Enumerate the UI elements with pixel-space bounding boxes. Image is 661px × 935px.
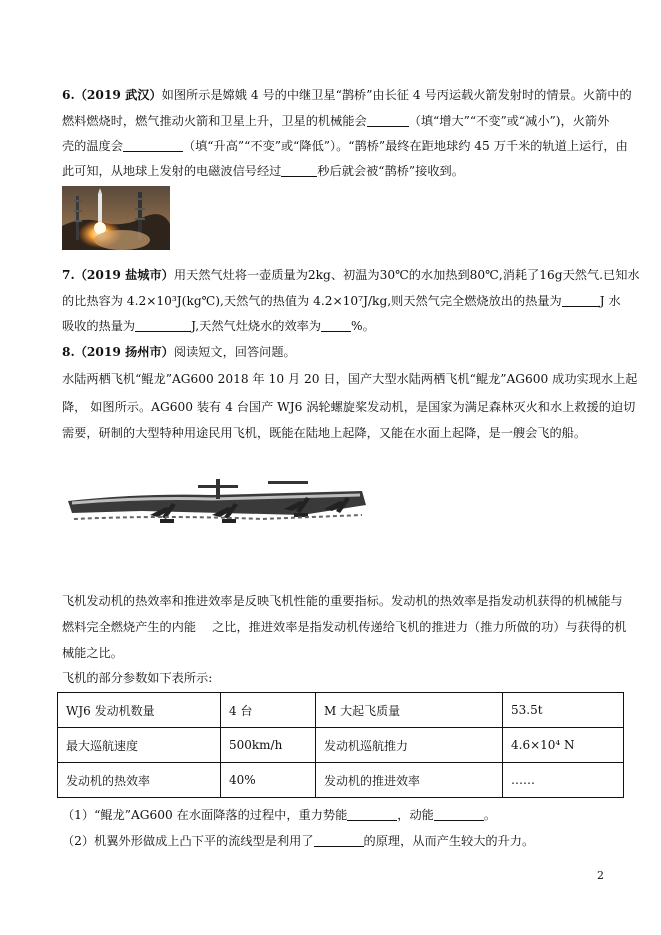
table-cell: 4 台 [221, 693, 316, 728]
table-cell: 发动机的热效率 [58, 763, 221, 798]
q7-number: 7. [62, 268, 75, 282]
q8-para1-line-2: 降， 如图所示。AG600 装有 4 台国产 WJ6 涡轮螺旋桨发动机，是国家为满足森林灭火和水上救援的迫切 [62, 400, 636, 414]
q6-line-2b: （填“增大”“不变”或“减小”)，火箭外 [408, 114, 610, 128]
table-row [58, 728, 624, 763]
q7-blank-1[interactable] [562, 294, 600, 307]
aircraft-parameters-table [57, 692, 624, 798]
q7-line-2a: 的比热容为 4.2×10³J(kg℃),天然气的热值为 4.2×10⁷J/kg,则天然气完全燃烧放出的热量为 [62, 294, 562, 308]
table-cell: 53.5t [503, 693, 624, 728]
q7-line-1 [62, 266, 640, 284]
q7-source: （2019 盐城市） [74, 268, 174, 282]
q8-text: 阅读短文，回答问题。 [173, 345, 296, 359]
table-cell: 4.6×10⁴ N [503, 728, 624, 763]
table-cell: 最大巡航速度 [58, 728, 221, 763]
q6-line-2a: 燃料燃烧时，燃气推动火箭和卫星上升，卫星的机械能会 [62, 114, 367, 128]
table-cell: WJ6 发动机数量 [58, 693, 221, 728]
q8-table-intro: 飞机的部分参数如下表所示: [62, 671, 213, 685]
q7-line-2 [62, 292, 621, 310]
q8-para2-line-2: 燃料完全燃烧产生的内能 之比，推进效率是指发动机传递给飞机的推进力（推力所做的功）与获得的机 [62, 620, 627, 634]
q8-para1-line-3: 需要，研制的大型特种用途民用飞机，既能在陆地上起降，又能在水面上起降，是一艘会飞的船。 [62, 426, 587, 440]
q7-blank-2[interactable] [135, 319, 191, 332]
q8-sub-2 [62, 832, 534, 850]
q6-line-1 [62, 86, 632, 104]
table-cell: M 大起飞质量 [316, 693, 503, 728]
q6-blank-3[interactable] [281, 164, 317, 177]
q6-line-4b: 秒后就会被“鹊桥”接收到。 [317, 164, 464, 178]
q8-sub1-blank-1[interactable] [347, 808, 397, 821]
q7-line-3 [62, 317, 375, 335]
table-row [58, 693, 624, 728]
q6-blank-2[interactable] [123, 139, 183, 152]
q6-number: 6. [62, 88, 75, 102]
q6-text: 如图所示是嫦娥 4 号的中继卫星“鹊桥”由长征 4 号丙运载火箭发射时的情景。火箭中的 [161, 88, 632, 102]
q8-para1-line-1: 水陆两栖飞机“鲲龙”AG600 2018 年 10 月 20 日，国产大型水陆两栖飞机“鲲龙”AG600 成功实现水上起 [62, 372, 638, 386]
q6-line-4a: 此可知，从地球上发射的电磁波信号经过 [62, 164, 282, 178]
q6-line-4 [62, 162, 464, 180]
q6-blank-1[interactable] [367, 114, 409, 127]
q8-sub-1b: ，动能 [397, 808, 434, 822]
q8-para2-line-1: 飞机发动机的热效率和推进效率是反映飞机性能的重要指标。发动机的热效率是指发动机获得的机械能与 [62, 594, 623, 608]
amphibious-plane-image [62, 475, 367, 540]
q8-sub-1c: 。 [483, 808, 497, 822]
table-cell: …… [503, 763, 624, 798]
q6-line-3 [62, 137, 628, 155]
q8-number: 8. [62, 345, 75, 359]
q8-sub-1a: （1）“鲲龙”AG600 在水面降落的过程中，重力势能 [62, 808, 348, 822]
q7-line-2b: J 水 [599, 294, 621, 308]
page-number: 2 [597, 869, 604, 882]
table-cell: 发动机巡航推力 [316, 728, 503, 763]
q7-line-3b: J,天然气灶烧水的效率为 [191, 319, 322, 333]
q8-sub2-blank-1[interactable] [314, 834, 364, 847]
q8-sub1-blank-2[interactable] [434, 808, 484, 821]
q8-sub-2a: （2）机翼外形做成上凸下平的流线型是利用了 [62, 834, 314, 848]
table-cell: 500km/h [221, 728, 316, 763]
table-row [58, 763, 624, 798]
q8-sub-2b: 的原理，从而产生较大的升力。 [363, 834, 535, 848]
q6-line-3b: （填“升高”“不变”或“降低”）。“鹊桥”最终在距地球约 45 万千米的轨道上运行，由 [182, 139, 628, 153]
q6-source: （2019 武汉） [74, 88, 162, 102]
table-cell: 40% [221, 763, 316, 798]
q6-line-3a: 壳的温度会 [62, 139, 123, 153]
q7-line-3a: 吸收的热量为 [62, 319, 136, 333]
q8-para2-line-3: 械能之比。 [62, 646, 123, 660]
q6-line-2 [62, 112, 609, 130]
rocket-launch-photo [62, 186, 170, 250]
q8-line-1 [62, 343, 296, 361]
q8-sub-1 [62, 806, 496, 824]
q7-text: 用天然气灶将一壶质量为2kg、初温为30℃的水加热到80℃,消耗了16g天然气.已知水 [173, 268, 640, 282]
q7-line-3c: %。 [351, 319, 375, 333]
q8-source: （2019 扬州市） [74, 345, 174, 359]
q7-blank-3[interactable] [321, 319, 351, 332]
table-cell: 发动机的推进效率 [316, 763, 503, 798]
